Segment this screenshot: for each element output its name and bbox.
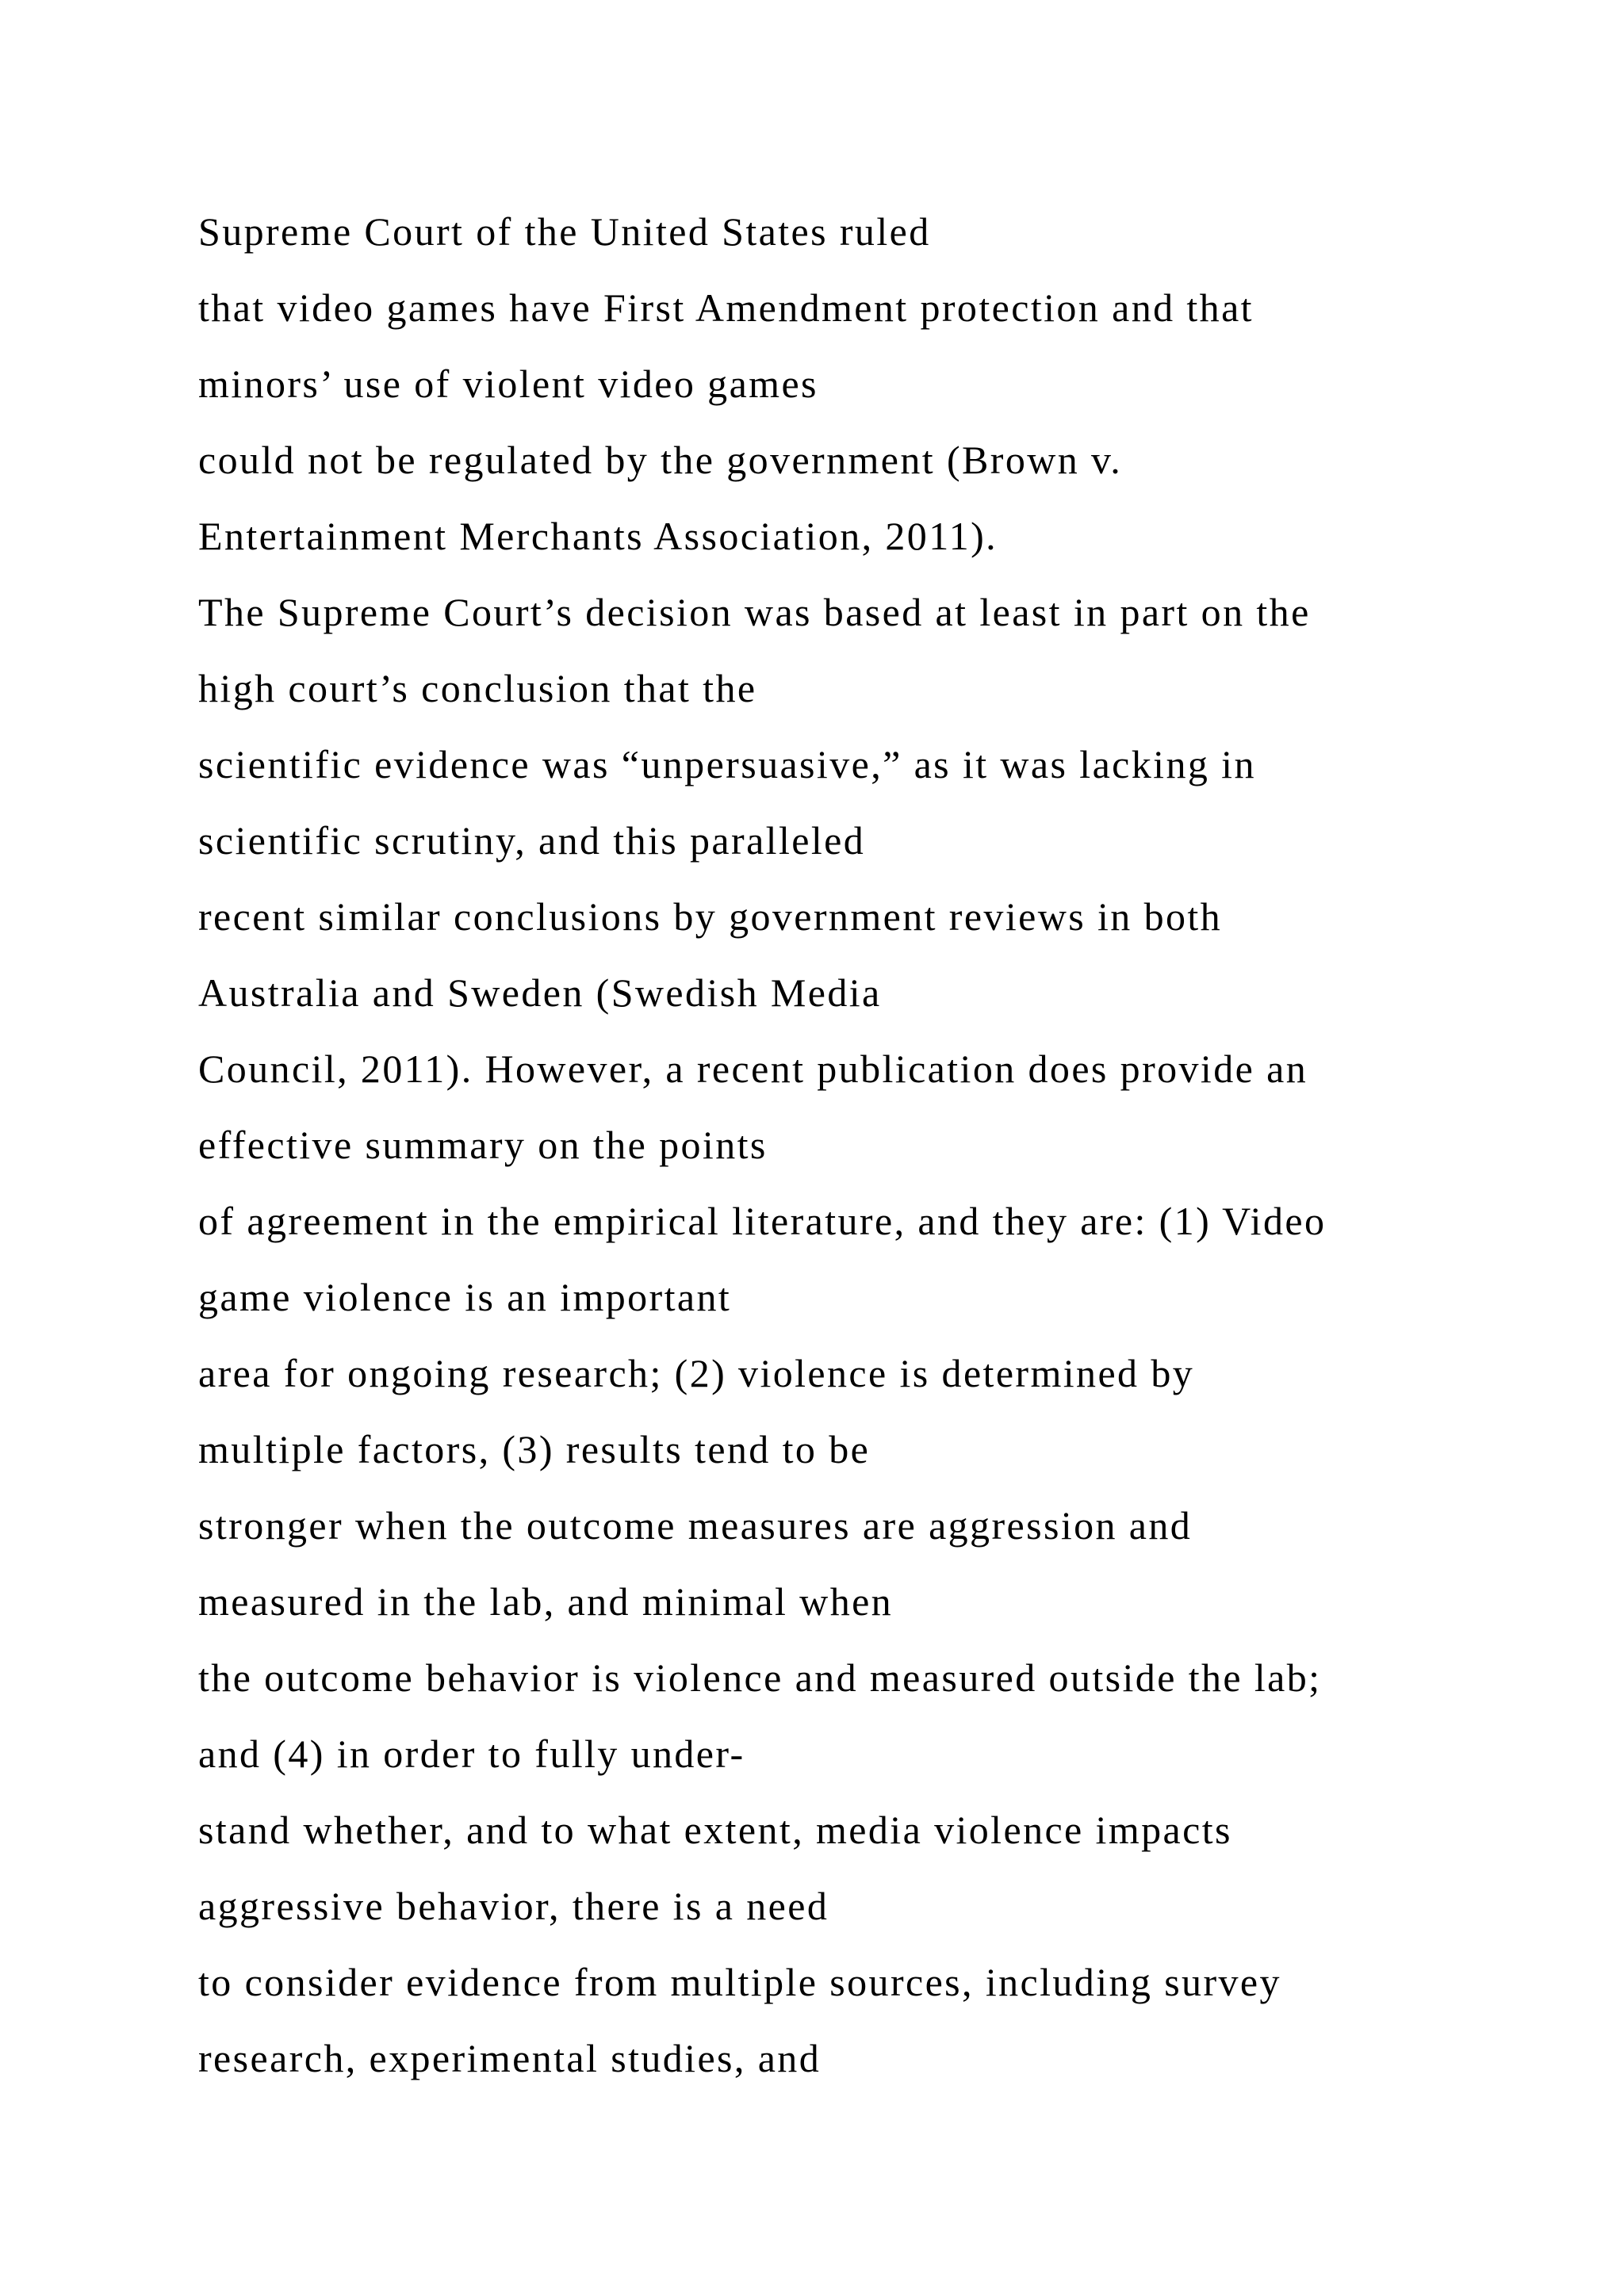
text-line: of agreement in the empirical literature, and they are: (1) Video xyxy=(198,1199,1327,1243)
text-line: Australia and Sweden (Swedish Media xyxy=(198,970,882,1015)
text-line: scientific scrutiny, and this paralleled xyxy=(198,818,866,863)
text-line: Supreme Court of the United States ruled xyxy=(198,209,931,254)
text-line: stand whether, and to what extent, media violence impacts xyxy=(198,1808,1232,1852)
text-line: minors’ use of violent video games xyxy=(198,362,818,406)
text-line: could not be regulated by the government (Brown v. xyxy=(198,438,1123,482)
text-line: game violence is an important xyxy=(198,1275,732,1319)
text-line: measured in the lab, and minimal when xyxy=(198,1579,894,1624)
body-text xyxy=(198,193,1594,2096)
text-line: recent similar conclusions by government reviews in both xyxy=(198,894,1223,939)
text-line: and (4) in order to fully under- xyxy=(198,1732,745,1776)
text-line: The Supreme Court’s decision was based at least in part on the xyxy=(198,590,1311,634)
text-line: effective summary on the points xyxy=(198,1123,768,1167)
text-line: scientific evidence was “unpersuasive,” as it was lacking in xyxy=(198,742,1256,786)
text-line: research, experimental studies, and xyxy=(198,2036,822,2080)
text-line: aggressive behavior, there is a need xyxy=(198,1884,829,1928)
text-line: to consider evidence from multiple sources, including survey xyxy=(198,1960,1281,2004)
text-line: the outcome behavior is violence and measured outside the lab; xyxy=(198,1655,1322,1700)
text-line: that video games have First Amendment protection and that xyxy=(198,285,1254,330)
text-line: multiple factors, (3) results tend to be xyxy=(198,1427,871,1471)
text-line: area for ongoing research; (2) violence is determined by xyxy=(198,1351,1195,1395)
text-line: high court’s conclusion that the xyxy=(198,666,757,710)
text-line: stronger when the outcome measures are aggression and xyxy=(198,1503,1193,1548)
text-line: Council, 2011). However, a recent publication does provide an xyxy=(198,1047,1308,1091)
text-line: Entertainment Merchants Association, 2011). xyxy=(198,514,998,558)
